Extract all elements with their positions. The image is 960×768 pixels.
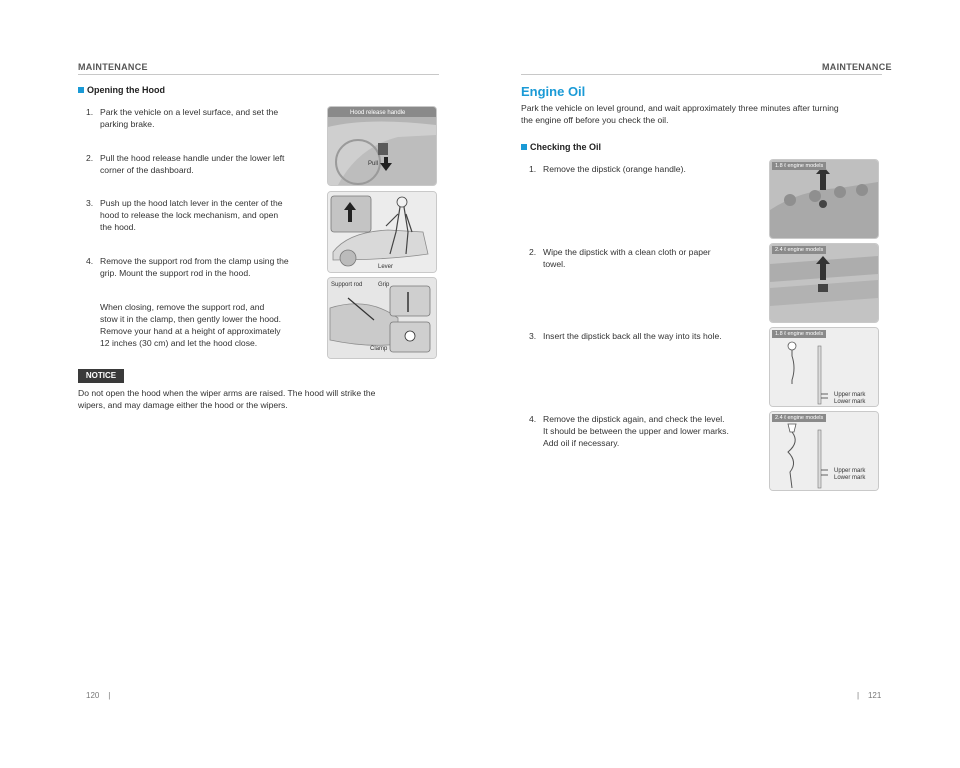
hood-release-figure — [327, 106, 437, 186]
step-line: Push up the hood latch lever in the center of the — [100, 198, 283, 208]
left-page-number: 120 | — [86, 691, 111, 700]
right-step-1 — [529, 163, 764, 175]
section-square-icon — [521, 144, 527, 150]
left-step-1 — [86, 106, 326, 130]
left-header-rule — [78, 74, 439, 75]
right-page-header: MAINTENANCE — [822, 62, 892, 72]
step-number: 2. — [86, 153, 94, 163]
step-number: 3. — [86, 198, 94, 208]
left-step-3 — [86, 197, 326, 233]
step-line: It should be between the upper and lower marks. — [543, 426, 729, 436]
right-header-rule — [521, 74, 882, 75]
left-step-2 — [86, 152, 326, 176]
section-title-checking-oil — [521, 142, 601, 152]
hood-latch-figure — [327, 191, 437, 273]
step-line: Remove the dipstick (orange handle). — [543, 164, 686, 174]
notice-badge: NOTICE — [78, 369, 124, 383]
closing-note — [100, 301, 330, 349]
label-lower-mark: Lower mark — [834, 399, 866, 405]
intro-text — [521, 102, 891, 126]
label-clamp: Clamp — [370, 346, 388, 352]
step-line: parking brake. — [100, 119, 155, 129]
section-square-icon — [78, 87, 84, 93]
page-title-engine-oil: Engine Oil — [521, 84, 586, 99]
step-line: Pull the hood release handle under the lower left — [100, 153, 285, 163]
label-support-rod: Support rod — [331, 282, 363, 288]
engine-2-4-dipstick-figure — [769, 243, 879, 323]
note-line: Remove your hand at a height of approximately — [100, 326, 281, 336]
right-step-3 — [529, 330, 764, 342]
section-title-opening-hood — [78, 85, 165, 95]
step-number: 3. — [529, 331, 537, 341]
step-line: Insert the dipstick back all the way into its hole. — [543, 331, 722, 341]
step-line: towel. — [543, 259, 566, 269]
notice-line: wipers, and may damage either the hood or the wipers. — [78, 400, 288, 410]
label-upper-mark: Upper mark — [834, 392, 866, 398]
step-number: 1. — [529, 164, 537, 174]
right-page-number: | 121 — [857, 691, 882, 700]
support-rod-figure — [327, 277, 437, 359]
note-line: When closing, remove the support rod, and — [100, 302, 265, 312]
step-number: 4. — [529, 414, 537, 424]
right-step-2 — [529, 246, 764, 270]
note-line: stow it in the clamp, then gently lower the hood. — [100, 314, 282, 324]
page-number-120: 120 — [86, 691, 100, 700]
step-line: Wipe the dipstick with a clean cloth or paper — [543, 247, 711, 257]
step-line: hood to release the lock mechanism, and open — [100, 210, 279, 220]
section-title-text: Checking the Oil — [530, 142, 602, 152]
step-number: 2. — [529, 247, 537, 257]
step-line: corner of the dashboard. — [100, 165, 194, 175]
left-step-4 — [86, 255, 326, 279]
engine-tag: 1.8 ℓ engine models — [772, 162, 826, 170]
dipstick-marks-2-4-figure — [769, 411, 879, 491]
notice-line: Do not open the hood when the wiper arms are raised. The hood will strike the — [78, 388, 376, 398]
engine-tag: 2.4 ℓ engine models — [772, 246, 826, 254]
step-number: 1. — [86, 107, 94, 117]
step-number: 4. — [86, 256, 94, 266]
label-lower-mark: Lower mark — [834, 475, 866, 481]
note-line: 12 inches (30 cm) and let the hood close. — [100, 338, 258, 348]
label-upper-mark: Upper mark — [834, 468, 866, 474]
intro-line: the engine off before you check the oil. — [521, 115, 669, 125]
dipstick-marks-1-8-figure — [769, 327, 879, 407]
engine-tag: 2.4 ℓ engine models — [772, 414, 826, 422]
section-title-text: Opening the Hood — [87, 85, 165, 95]
step-line: Park the vehicle on a level surface, and set the — [100, 107, 279, 117]
right-step-4 — [529, 413, 764, 449]
left-page-header: MAINTENANCE — [78, 62, 148, 72]
step-line: Remove the dipstick again, and check the level. — [543, 414, 725, 424]
label-grip: Grip — [378, 282, 390, 288]
notice-text — [78, 387, 438, 411]
step-line: the hood. — [100, 222, 136, 232]
label-hood-release-handle: Hood release handle — [350, 110, 406, 116]
page-number-121: 121 — [867, 691, 882, 700]
engine-tag: 1.8 ℓ engine models — [772, 330, 826, 338]
label-lever: Lever — [378, 264, 394, 270]
step-line: Remove the support rod from the clamp using the — [100, 256, 289, 266]
intro-line: Park the vehicle on level ground, and wait approximately three minutes after turning — [521, 103, 839, 113]
step-line: grip. Mount the support rod in the hood. — [100, 268, 251, 278]
step-line: Add oil if necessary. — [543, 438, 620, 448]
label-pull: Pull — [368, 161, 379, 167]
engine-1-8-dipstick-figure — [769, 159, 879, 239]
